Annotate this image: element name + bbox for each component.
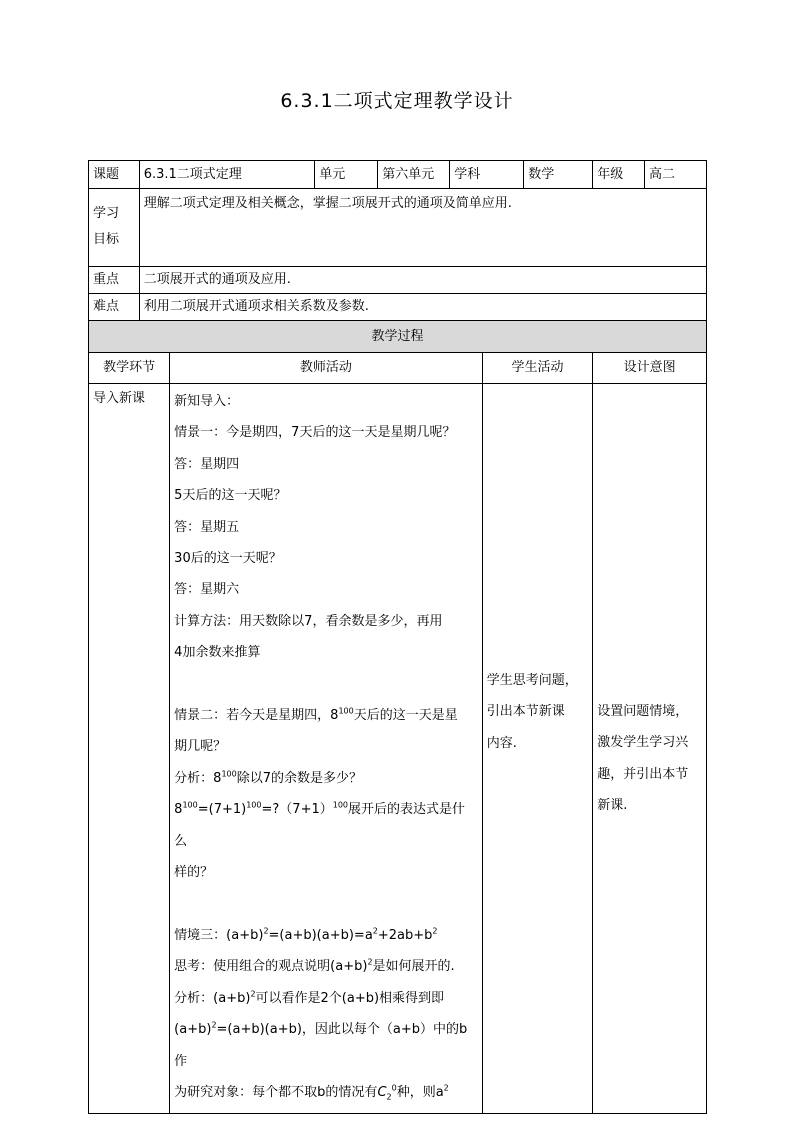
difficulty-label: 难点 xyxy=(89,294,140,321)
focus-text: 二项展开式的通项及应用. xyxy=(139,267,706,294)
teacher-header: 教师活动 xyxy=(170,353,483,384)
teacher-activity: 新知导入： 情景一：今是期四，7天后的这一天是星期几呢？ 答：星期四 5天后的这一天呢？ 答：星期五 30后的这一天呢？ 答：星期六 计算方法：用天数除以7，看余数是多少，再用 4加余数来推算 情景二：若今天是星期四，$8^{100}$天后的这一天是星 期几呢？ 分析：$8^{100}$除以7的余数是多少？ $8^{100}=(7+1)^{100}=?(7+1)^{100}$展开后的表达式是什么 样的？ 情境三：$(a+b)^2=(a+b)(a+b)=a^2+2ab+b^2$ 思考：使用组合的观点说明$(a+b)^2$是如何展开的. 分析：$(a+b)^2$可以看作是2个(a+b)相乘得到即 $(a+b)^2=(a+b)(a+b)$，因此以每个（a+b）中的b作 为研究对象：每个都不取b的情况有$C_2^0$种，则$a^2$ xyxy=(170,384,483,1114)
stage-cell: 导入新课 xyxy=(89,384,170,1114)
goal-row xyxy=(89,189,707,267)
combination-symbol: C xyxy=(377,1084,387,1100)
info-row xyxy=(89,161,707,189)
intent-header: 设计意图 xyxy=(593,353,707,384)
difficulty-text: 利用二项展开式通项求相关系数及参数. xyxy=(139,294,706,321)
stage-header: 教学环节 xyxy=(89,353,170,384)
unit-label: 单元 xyxy=(315,161,378,189)
unit-value: 第六单元 xyxy=(378,161,450,189)
grade-value: 高二 xyxy=(645,161,707,189)
lesson-plan-table xyxy=(88,160,707,1114)
topic-value: 6.3.1二项式定理 xyxy=(139,161,315,189)
intro-row xyxy=(89,384,707,1114)
topic-label: 课题 xyxy=(89,161,140,189)
goal-text: 理解二项式定理及相关概念，掌握二项展开式的通项及简单应用. xyxy=(139,189,706,267)
focus-label: 重点 xyxy=(89,267,140,294)
difficulty-row xyxy=(89,294,707,321)
focus-row xyxy=(89,267,707,294)
subject-label: 学科 xyxy=(450,161,524,189)
process-header: 教学过程 xyxy=(89,321,707,353)
subject-value: 数学 xyxy=(524,161,593,189)
design-intent: 设置问题情境， 激发学生学习兴 趣，并引出本节 新课. xyxy=(593,384,707,1114)
student-activity: 学生思考问题， 引出本节新课 内容. xyxy=(482,384,593,1114)
column-header-row xyxy=(89,353,707,384)
grade-label: 年级 xyxy=(593,161,645,189)
document-title: 6.3.1二项式定理教学设计 xyxy=(280,90,514,112)
student-header: 学生活动 xyxy=(482,353,593,384)
process-header-row xyxy=(89,321,707,353)
goal-label: 学习 目标 xyxy=(89,189,140,267)
